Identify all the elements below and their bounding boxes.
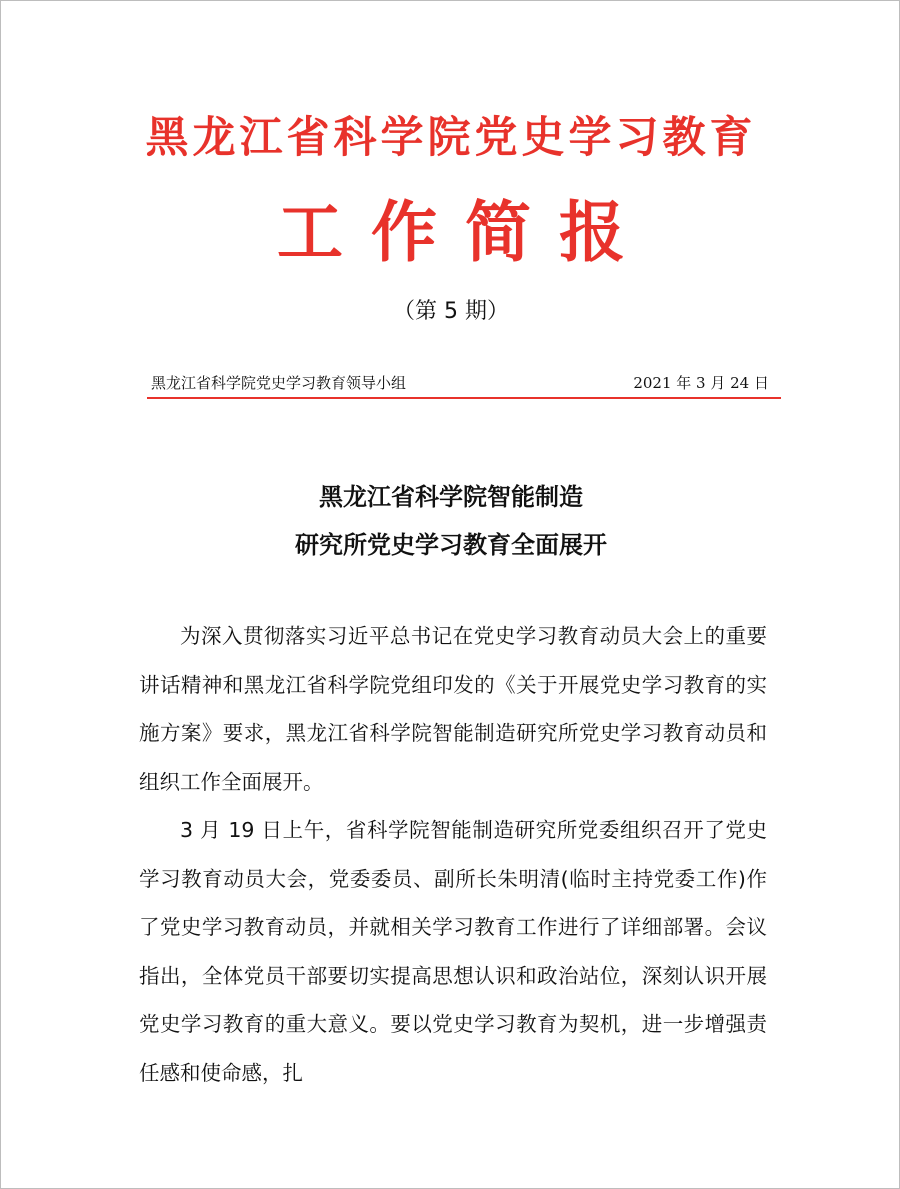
article-paragraph-2: 3 月 19 日上午，省科学院智能制造研究所党委组织召开了党史学习教育动员大会，党委委员、副所长朱明清(临时主持党委工作)作了党史学习教育动员，并就相关学习教育工作进行了详细部署。会议指出，全体党员干部要切实提高思想认识和政治站位，深刻认识开展党史学习教育的重大意义。要以党史学习教育为契机，进一步增强责任感和使命感，扎 xyxy=(139,818,767,1085)
article-paragraph-1: 为深入贯彻落实习近平总书记在党史学习教育动员大会上的重要讲话精神和黑龙江省科学院党组印发的《关于开展党史学习教育的实施方案》要求，黑龙江省科学院智能制造研究所党史学习教育动员和组织工作全面展开。 xyxy=(139,624,767,794)
article-title-line-2: 研究所党史学习教育全面展开 xyxy=(295,530,607,559)
article-body xyxy=(139,612,767,1097)
issuing-group: 黑龙江省科学院党史学习教育领导小组 xyxy=(151,374,407,392)
issue-date: 2021 年 3 月 24 日 xyxy=(633,374,769,392)
issue-number: （第 5 期） xyxy=(393,299,509,324)
article-title-line-1: 黑龙江省科学院智能制造 xyxy=(319,482,583,511)
bulletin-title: 工作简报 xyxy=(277,193,653,271)
organization-title: 黑龙江省科学院党史学习教育 xyxy=(145,113,757,163)
red-divider-line xyxy=(147,397,781,399)
article-title xyxy=(1,473,900,569)
